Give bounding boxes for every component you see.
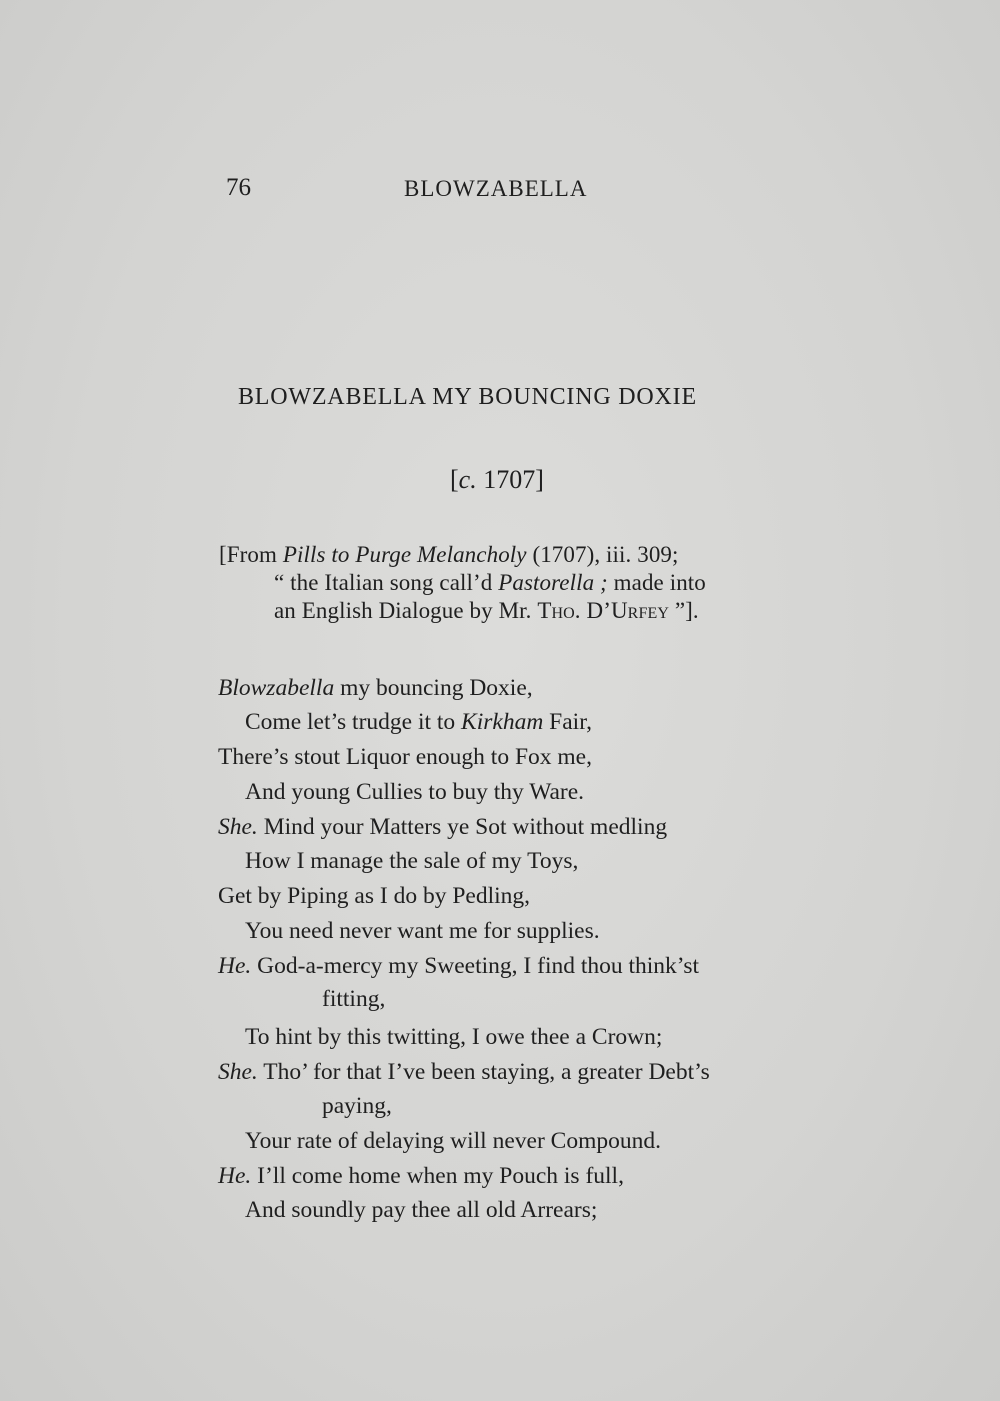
- verse-line: There’s stout Liquor enough to Fox me,: [218, 744, 592, 770]
- source-text: made into: [607, 570, 706, 595]
- verse-line: [218, 1163, 624, 1190]
- verse-text: Mind your Matters ye Sot without medling: [257, 814, 668, 840]
- verse-line: Get by Piping as I do by Pedling,: [218, 883, 531, 909]
- source-text: (1707), iii. 309;: [526, 542, 679, 567]
- source-text: ”].: [668, 598, 699, 623]
- verse-place: Kirkham: [461, 709, 544, 735]
- source-text: “ the Italian song call’d: [274, 570, 499, 595]
- source-text: [From: [219, 542, 283, 567]
- verse-line: Your rate of delaying will never Compound.: [245, 1128, 661, 1154]
- verse-line: [218, 1059, 710, 1086]
- verse-name: Blowzabella: [218, 675, 335, 701]
- verse-line-continuation: fitting,: [322, 986, 386, 1012]
- verse-text: Fair,: [543, 709, 592, 735]
- source-book-title: Pills to Purge Melancholy: [282, 542, 527, 567]
- verse-line: And soundly pay thee all old Arrears;: [245, 1197, 598, 1223]
- speaker-label: He.: [218, 953, 252, 979]
- running-head: BLOWZABELLA: [404, 176, 588, 201]
- page-number: 76: [226, 174, 251, 201]
- verse-line: To hint by this twitting, I owe thee a Crown;: [245, 1024, 663, 1050]
- speaker-label: She.: [218, 1059, 258, 1085]
- poem-date: [450, 465, 544, 495]
- verse-line: And young Cullies to buy thy Ware.: [245, 779, 585, 805]
- verse-line: [218, 953, 699, 980]
- date-circa: c.: [458, 465, 477, 494]
- verse-text: Tho’ for that I’ve been staying, a greater Debt’s: [257, 1059, 710, 1085]
- verse-line-continuation: paying,: [322, 1093, 392, 1119]
- source-song-title: Pastorella ;: [498, 570, 608, 595]
- source-note-line-1: [219, 542, 679, 568]
- verse-line: [245, 709, 592, 736]
- verse-line: You need never want me for supplies.: [245, 918, 600, 944]
- verse-line: [218, 675, 533, 702]
- poem-title: BLOWZABELLA MY BOUNCING DOXIE: [238, 384, 697, 410]
- speaker-label: He.: [218, 1163, 252, 1189]
- source-text: an English Dialogue by Mr.: [274, 598, 538, 623]
- date-year: 1707]: [476, 465, 544, 494]
- verse-text: God-a-mercy my Sweeting, I find thou think’st: [251, 953, 700, 979]
- date-bracket: [: [450, 465, 459, 494]
- verse-text: Come let’s trudge it to: [245, 709, 462, 735]
- speaker-label: She.: [218, 814, 258, 840]
- verse-line: How I manage the sale of my Toys,: [245, 848, 579, 874]
- source-note-line-2: [274, 570, 706, 596]
- verse-text: my bouncing Doxie,: [334, 675, 533, 701]
- source-author: Tho. D’Urfey: [537, 598, 669, 623]
- verse-line: [218, 814, 667, 841]
- verse-text: I’ll come home when my Pouch is full,: [251, 1163, 624, 1189]
- source-note-line-3: [274, 598, 699, 624]
